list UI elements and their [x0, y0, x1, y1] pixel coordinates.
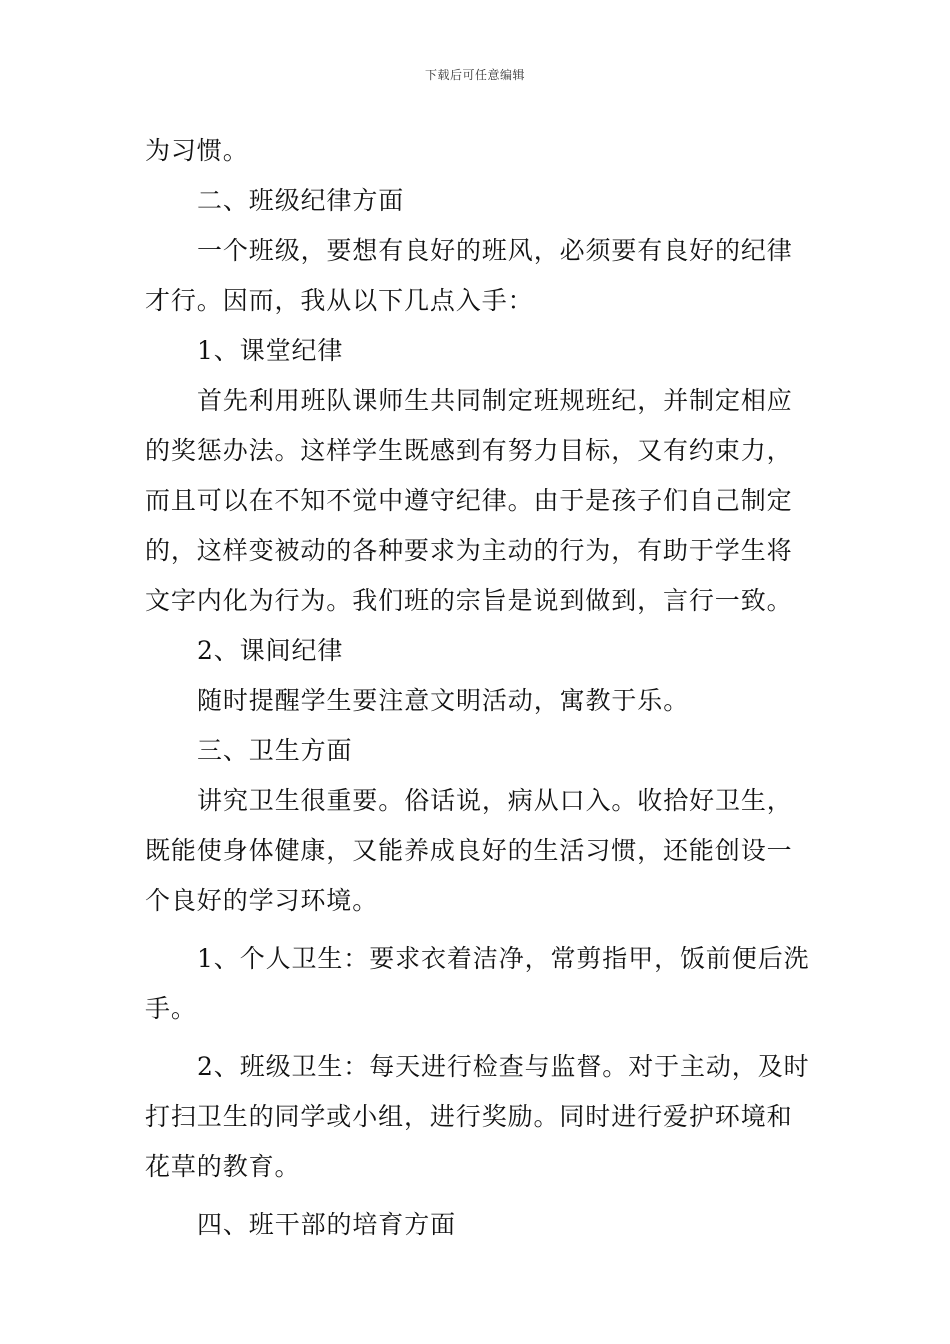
text-line: 手。: [145, 994, 197, 1023]
text-line: 2、班级卫生：每天进行检查与监督。对于主动，及时: [197, 1052, 810, 1081]
text-line: 随时提醒学生要注意文明活动，寓教于乐。: [197, 686, 690, 715]
text-line: 打扫卫生的同学或小组，进行奖励。同时进行爱护环境和: [145, 1102, 793, 1131]
document-body: [145, 126, 810, 1250]
text-line: 的奖惩办法。这样学生既感到有努力目标，又有约束力，: [145, 436, 793, 465]
subheading-break-discipline: 2、课间纪律: [197, 636, 344, 665]
text-line: 花草的教育。: [145, 1152, 301, 1181]
section-heading-hygiene: 三、卫生方面: [197, 736, 353, 765]
text-line: 为习惯。: [145, 136, 249, 165]
text-line: 一个班级，要想有良好的班风，必须要有良好的纪律: [197, 236, 793, 265]
text-line: 讲究卫生很重要。俗话说，病从口入。收拾好卫生，: [197, 786, 793, 815]
text-line: 首先利用班队课师生共同制定班规班纪，并制定相应: [197, 386, 793, 415]
text-line: 个良好的学习环境。: [145, 886, 379, 915]
text-line: 的，这样变被动的各种要求为主动的行为，有助于学生将: [145, 536, 793, 565]
section-heading-discipline: 二、班级纪律方面: [197, 186, 405, 215]
page-header: 下载后可任意编辑: [424, 68, 525, 82]
section-heading-cadre-training: 四、班干部的培育方面: [197, 1210, 457, 1239]
text-line: 1、个人卫生：要求衣着洁净，常剪指甲，饭前便后洗: [197, 944, 810, 973]
subheading-classroom-discipline: 1、课堂纪律: [197, 336, 344, 365]
text-line: 既能使身体健康，又能养成良好的生活习惯，还能创设一: [145, 836, 793, 865]
text-line: 文字内化为行为。我们班的宗旨是说到做到，言行一致。: [145, 586, 793, 615]
text-line: 而且可以在不知不觉中遵守纪律。由于是孩子们自己制定: [145, 486, 793, 515]
text-line: 才行。因而，我从以下几点入手：: [145, 286, 534, 315]
